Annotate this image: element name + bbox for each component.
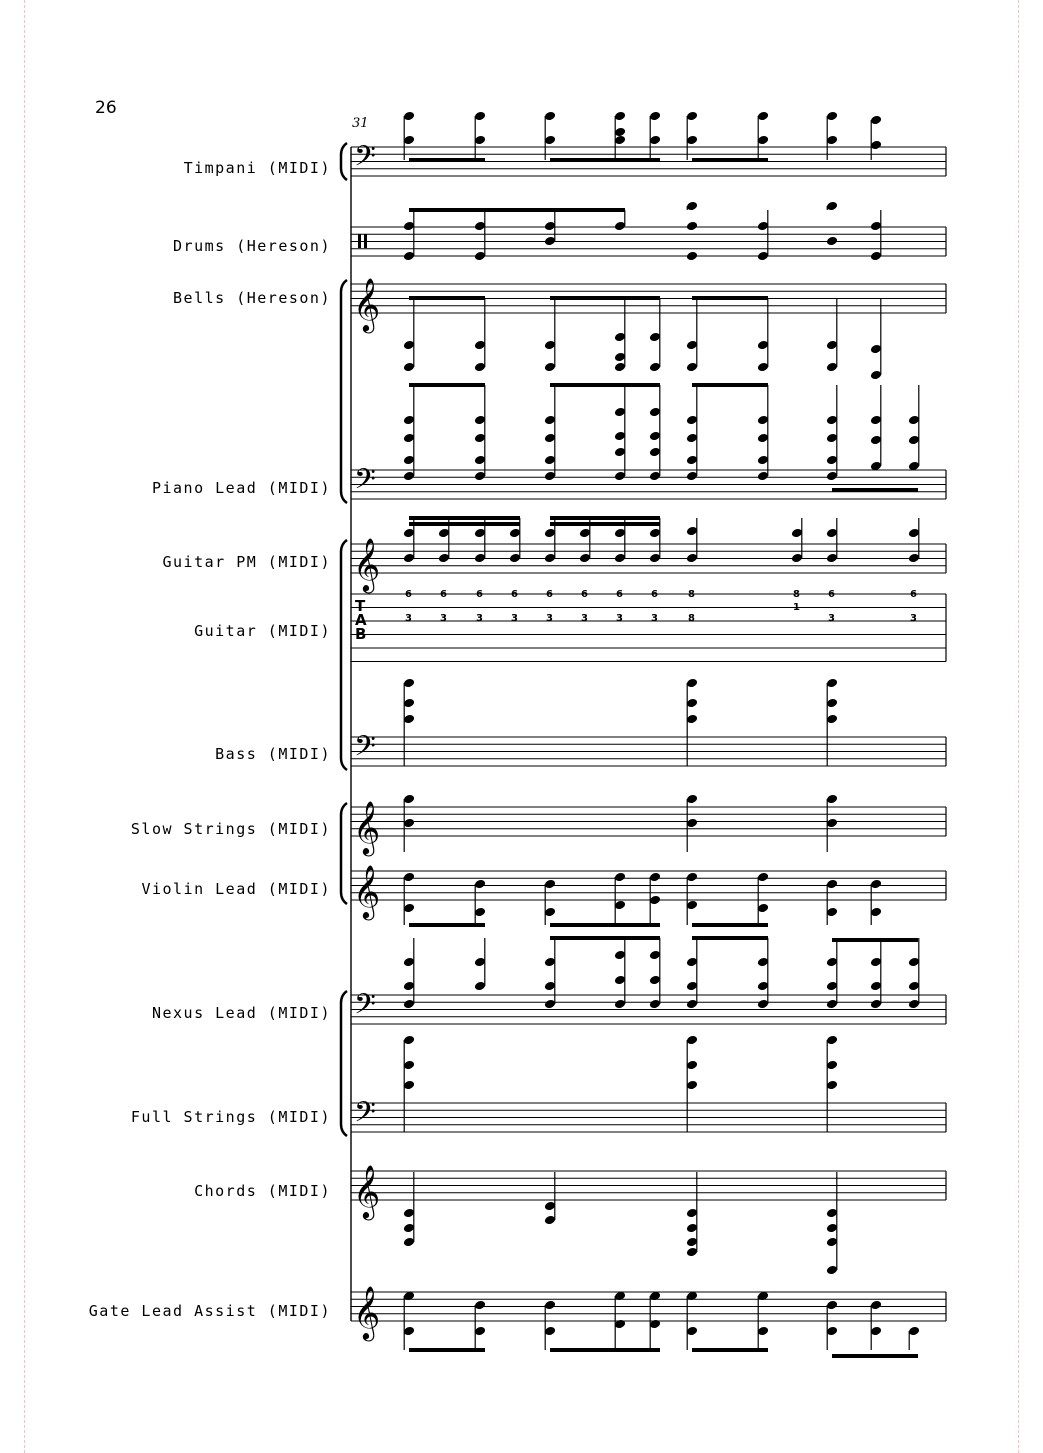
strings-bracket bbox=[341, 803, 347, 904]
staff bbox=[351, 1171, 946, 1200]
note-beam bbox=[832, 1354, 918, 1358]
staff bbox=[351, 227, 946, 256]
tab-fret-number: 8 bbox=[688, 589, 695, 600]
note-head bbox=[686, 221, 698, 232]
note-beam bbox=[550, 923, 660, 927]
staff bbox=[351, 1103, 946, 1132]
tab-clef-letter: A bbox=[355, 611, 367, 629]
note-beam bbox=[409, 522, 520, 526]
instrument-label-slow-strings: Slow Strings (MIDI) bbox=[130, 820, 331, 838]
staff bbox=[351, 807, 946, 836]
clefs bbox=[353, 140, 380, 1341]
instrument-label-gate-lead-assist: Gate Lead Assist (MIDI) bbox=[88, 1302, 331, 1320]
note-beam bbox=[409, 158, 485, 162]
tab-fret-number: 3 bbox=[910, 613, 917, 624]
bass-clef-icon: 𝄢 bbox=[354, 140, 376, 180]
tab-fret-number: 3 bbox=[476, 613, 483, 624]
note-beam bbox=[550, 936, 660, 940]
tab-fret-number: 6 bbox=[546, 589, 553, 600]
system-brackets bbox=[341, 143, 351, 1321]
note-beam bbox=[409, 1348, 485, 1352]
instrument-label-piano-lead: Piano Lead (MIDI) bbox=[151, 479, 331, 497]
tab-staff bbox=[351, 594, 946, 662]
note-beam bbox=[550, 516, 660, 520]
treble-clef-icon: 𝄞 bbox=[353, 1164, 381, 1218]
instrument-label-chords: Chords (MIDI) bbox=[194, 1182, 331, 1200]
tab-fret-number: 6 bbox=[405, 589, 412, 600]
tab-fret-number: 1 bbox=[793, 602, 800, 613]
tab-fret-number: 6 bbox=[440, 589, 447, 600]
note-beam bbox=[409, 296, 485, 300]
tab-fret-number: 3 bbox=[511, 613, 518, 624]
instrument-label-full-strings: Full Strings (MIDI) bbox=[130, 1108, 331, 1126]
bass-clef-icon: 𝄢 bbox=[354, 463, 376, 503]
note-head bbox=[826, 236, 838, 247]
tab-fret-number: 8 bbox=[793, 589, 800, 600]
tab-fret-number: 8 bbox=[688, 613, 695, 624]
instrument-label-nexus-lead: Nexus Lead (MIDI) bbox=[151, 1004, 331, 1022]
page-number: 26 bbox=[95, 98, 117, 118]
treble-clef-icon: 𝄞 bbox=[353, 800, 381, 854]
note-beam bbox=[832, 938, 918, 942]
tab-clef-letter: T bbox=[355, 597, 366, 615]
note-beam bbox=[409, 208, 625, 212]
tab-fret-number: 3 bbox=[651, 613, 658, 624]
treble-clef-icon: 𝄞 bbox=[353, 1285, 381, 1339]
tab-fret-number: 6 bbox=[581, 589, 588, 600]
treble-clef-icon: 𝄞 bbox=[353, 277, 381, 331]
nexus-brace bbox=[341, 991, 347, 1136]
note-beam bbox=[692, 296, 768, 300]
note-beam bbox=[550, 158, 660, 162]
staff bbox=[351, 470, 946, 499]
note-head bbox=[686, 251, 698, 262]
tab-clef-letter: B bbox=[355, 625, 367, 643]
note-beam bbox=[692, 923, 768, 927]
note-beam bbox=[409, 923, 485, 927]
instrument-label-drums: Drums (Hereson) bbox=[173, 237, 331, 255]
note-beam bbox=[692, 383, 768, 387]
timpani-bracket bbox=[341, 143, 347, 180]
bass-clef-icon: 𝄢 bbox=[354, 1096, 376, 1136]
tab-fret-number: 3 bbox=[581, 613, 588, 624]
note-beam bbox=[550, 1348, 660, 1352]
tab-fret-number: 6 bbox=[511, 589, 518, 600]
staff-lines bbox=[351, 147, 946, 1321]
note-beam bbox=[692, 936, 768, 940]
instrument-label-bass: Bass (MIDI) bbox=[215, 745, 331, 763]
staff bbox=[351, 871, 946, 900]
instrument-label-guitar-pm: Guitar PM (MIDI) bbox=[162, 553, 331, 571]
tab-fret-number: 6 bbox=[828, 589, 835, 600]
staff bbox=[351, 1292, 946, 1321]
staff bbox=[351, 995, 946, 1024]
tab-fret-number: 3 bbox=[405, 613, 412, 624]
treble-clef-icon: 𝄞 bbox=[353, 864, 381, 918]
instrument-label-guitar: Guitar (MIDI) bbox=[194, 622, 331, 640]
piano-brace bbox=[341, 280, 347, 503]
note-beam bbox=[409, 516, 520, 520]
tab-fret-number: 6 bbox=[651, 589, 658, 600]
tab-fret-number: 3 bbox=[440, 613, 447, 624]
note-beam bbox=[692, 1348, 768, 1352]
tab-fret-number: 3 bbox=[616, 613, 623, 624]
bass-clef-icon: 𝄢 bbox=[354, 988, 376, 1028]
note-beam bbox=[550, 522, 660, 526]
note-beam bbox=[409, 383, 485, 387]
measure-number: 31 bbox=[352, 116, 369, 131]
note-beam bbox=[550, 383, 660, 387]
tab-fret-number: 3 bbox=[546, 613, 553, 624]
instrument-label-violin-lead: Violin Lead (MIDI) bbox=[141, 880, 331, 898]
staff bbox=[351, 737, 946, 766]
guitar-bracket bbox=[341, 540, 347, 770]
note-beam bbox=[692, 158, 768, 162]
tab-fret-number: 6 bbox=[616, 589, 623, 600]
percussion-clef-icon bbox=[364, 234, 367, 248]
instrument-label-bells: Bells (Hereson) bbox=[173, 289, 331, 307]
tab-fret-number: 6 bbox=[476, 589, 483, 600]
instrument-label-timpani: Timpani (MIDI) bbox=[183, 159, 331, 177]
bass-clef-icon: 𝄢 bbox=[354, 730, 376, 770]
treble-clef-icon: 𝄞 bbox=[353, 537, 381, 591]
tab-fret-number: 6 bbox=[910, 589, 917, 600]
percussion-clef-icon bbox=[358, 234, 361, 248]
note-beam bbox=[550, 296, 660, 300]
tab-fret-number: 3 bbox=[828, 613, 835, 624]
note-beam bbox=[832, 488, 918, 492]
